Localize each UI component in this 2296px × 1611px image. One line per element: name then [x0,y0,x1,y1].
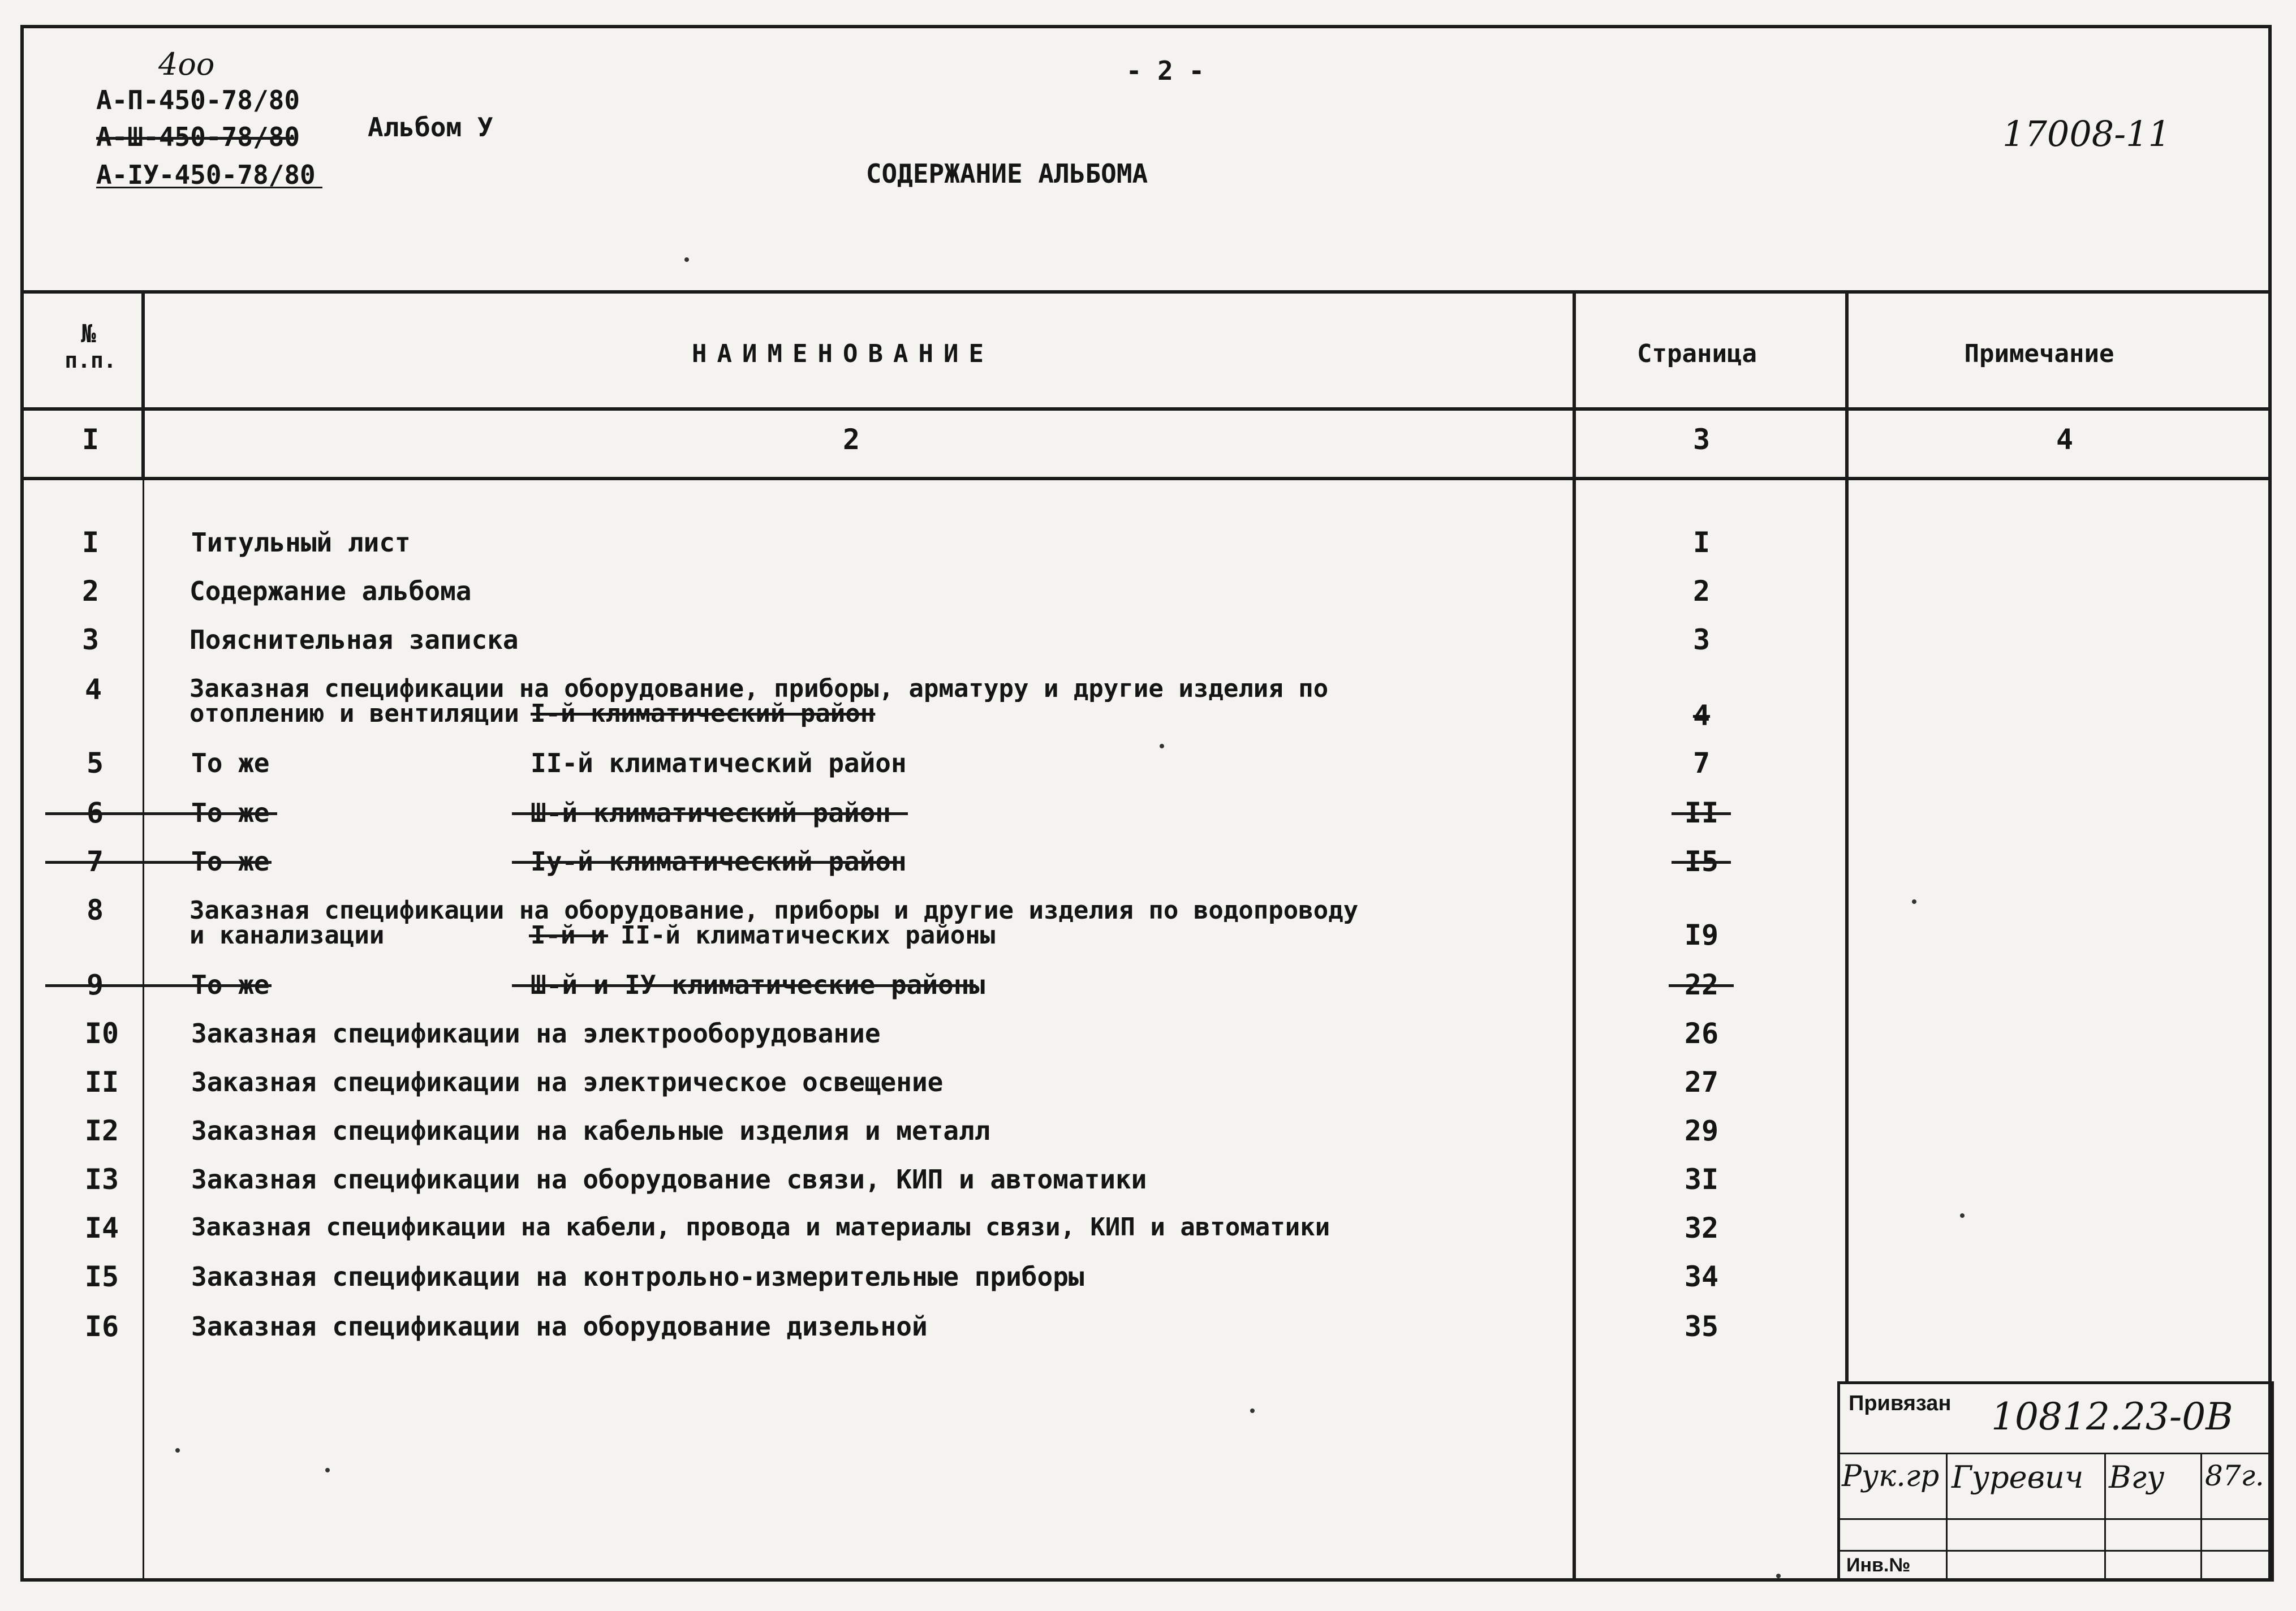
stamp-label: Привязан [1849,1392,1952,1415]
page-number: - 2 - [1126,55,1205,86]
row-14-name: Заказная спецификации на кабели, провода и материалы связи, КИП и автоматики [191,1213,1330,1242]
row-12-page: 29 [1684,1114,1719,1147]
row-4-name-line2-struck: I-й климатический район [531,699,876,728]
row-14-num: I4 [84,1212,119,1244]
row-15-num: I5 [84,1260,119,1293]
document-frame [20,25,2272,1582]
colhead-divider [20,407,2272,411]
row-16-num: I6 [84,1310,119,1343]
row-9-name-b: Ш-й и IУ климатические районы [531,970,985,1000]
stamp-inv-label: Инв.№ [1846,1554,1911,1576]
row-5-name: То же [191,748,270,778]
row-9-strike-right [512,984,976,987]
row-9-name: То же [191,970,270,1000]
doc-code-1: А-П-450-78/80 [96,85,300,115]
row-2-num: 2 [81,575,100,608]
strike-code-2 [96,137,294,140]
row-6-num: 6 [86,796,104,829]
stamp-year: 87г. [2205,1459,2264,1492]
row-1-page: I [1692,526,1711,559]
header-page: Страница [1637,339,1757,368]
underline-code-3 [96,187,322,188]
header-num-line1: № [81,320,98,348]
row-5-page: 7 [1692,747,1711,779]
colnum-3: 3 [1692,423,1711,456]
row-8-name-line2-b: I-й и II-й климатических районы [531,921,996,950]
row-2-page: 2 [1692,575,1711,608]
row-15-page: 34 [1684,1260,1719,1293]
row-11-num: II [84,1066,119,1099]
row-6-strike-page [1672,812,1731,815]
handwritten-note: 4oo [158,46,215,82]
col-divider-3 [1845,290,1849,1382]
row-16-page: 35 [1684,1310,1719,1343]
row-6-name-b: Ш-й климатический район [531,798,891,828]
row-6-page: II [1684,796,1719,829]
row-5-num: 5 [86,747,104,779]
doc-number: 17008-11 [2002,113,2171,154]
row-7-strike-page [1672,861,1731,864]
header-name: НАИМЕНОВАНИЕ [692,339,994,368]
row-7-num: 7 [86,845,104,878]
stamp-role: Рук.гр [1842,1459,1940,1493]
stamp-line-3 [1837,1550,2273,1552]
row-8-name-line2: и канализации [189,921,385,950]
row-6-strike-left [45,812,277,815]
row-3-num: 3 [81,623,100,656]
row-13-num: I3 [84,1163,119,1196]
scan-speck [684,257,689,262]
scan-speck [175,1448,180,1453]
row-5-name-b: II-й климатический район [531,748,907,778]
row-16-name: Заказная спецификации на оборудование дизельной [191,1311,928,1342]
scan-speck [1776,1574,1781,1578]
row-9-page: 22 [1684,968,1719,1001]
scan-speck [1160,744,1164,748]
row-3-name: Пояснительная записка [189,624,519,655]
row-4-name-line1: Заказная спецификации на оборудование, приборы, арматуру и другие изделия по [189,674,1329,703]
colnum-divider [20,477,2272,480]
row-8-name-line1: Заказная спецификации на оборудование, приборы и другие изделия по водопроводу [189,896,1359,925]
row-1-num: I [81,526,100,559]
stamp-number: 10812.23-0В [1991,1395,2233,1438]
row-4-num: 4 [84,673,102,706]
row-15-name: Заказная спецификации на контрольно-измерительные приборы [191,1261,1084,1292]
stamp-col-2 [2104,1453,2106,1582]
row-7-name: То же [191,846,270,877]
doc-code-3: А-IУ-450-78/80 [96,160,316,190]
row-7-page: I5 [1684,845,1719,878]
row-9-strike-page [1669,984,1734,987]
row-10-num: I0 [84,1017,119,1050]
row-4-name-line2: отоплению и вентиляции [189,699,519,728]
stamp-line-2 [1837,1518,2273,1520]
colnum-4: 4 [2056,423,2074,456]
col-divider-2 [1573,290,1576,1582]
row-12-num: I2 [84,1114,119,1147]
stamp-person: Гуревич [1952,1459,2084,1495]
row-14-page: 32 [1684,1212,1719,1244]
col-divider-1 [141,290,145,477]
colnum-2: 2 [842,423,860,456]
row-2-name: Содержание альбома [189,576,472,606]
stamp-col-1 [1946,1453,1948,1582]
row-10-name: Заказная спецификации на электрооборудование [191,1018,881,1049]
page-title: СОДЕРЖАНИЕ АЛЬБОМА [865,158,1148,189]
col-divider-1-body [143,477,144,1580]
stamp-initials: Вгу [2109,1459,2165,1495]
row-1-name: Титульный лист [191,527,411,558]
row-3-page: 3 [1692,623,1711,656]
row-6-strike-right [512,812,908,815]
header-num-line2: п.п. [64,348,117,373]
row-10-page: 26 [1684,1017,1719,1050]
row-13-page: 3I [1684,1163,1719,1196]
scan-speck [1960,1213,1965,1218]
row-9-strike-left [45,984,272,987]
row-11-name: Заказная спецификации на электрическое освещение [191,1067,944,1097]
row-8-page: I9 [1684,919,1719,951]
row-9-num: 9 [86,968,104,1001]
row-8-strike-partial [529,934,608,937]
stamp-col-3 [2200,1453,2202,1582]
scan-speck [1912,899,1916,904]
colnum-1: I [81,423,100,456]
row-7-name-b: Iу-й климатический район [531,846,907,877]
album-label: Альбом У [368,112,493,143]
scan-speck [1250,1408,1255,1413]
row-13-name: Заказная спецификации на оборудование связи, КИП и автоматики [191,1164,1147,1195]
row-6-name: То же [191,798,270,828]
row-12-name: Заказная спецификации на кабельные изделия и металл [191,1115,990,1146]
row-11-page: 27 [1684,1066,1719,1099]
row-7-strike-left [45,861,272,864]
row-8-num: 8 [86,894,104,927]
row-7-strike-right [512,861,902,864]
row-4-page: 4 [1692,699,1711,732]
header-note: Примечание [1964,339,2114,368]
doc-code-2: А-Ш-450-78/80 [96,122,300,152]
scan-speck [325,1468,330,1472]
header-divider [20,290,2272,294]
stamp-line-1 [1837,1453,2273,1454]
